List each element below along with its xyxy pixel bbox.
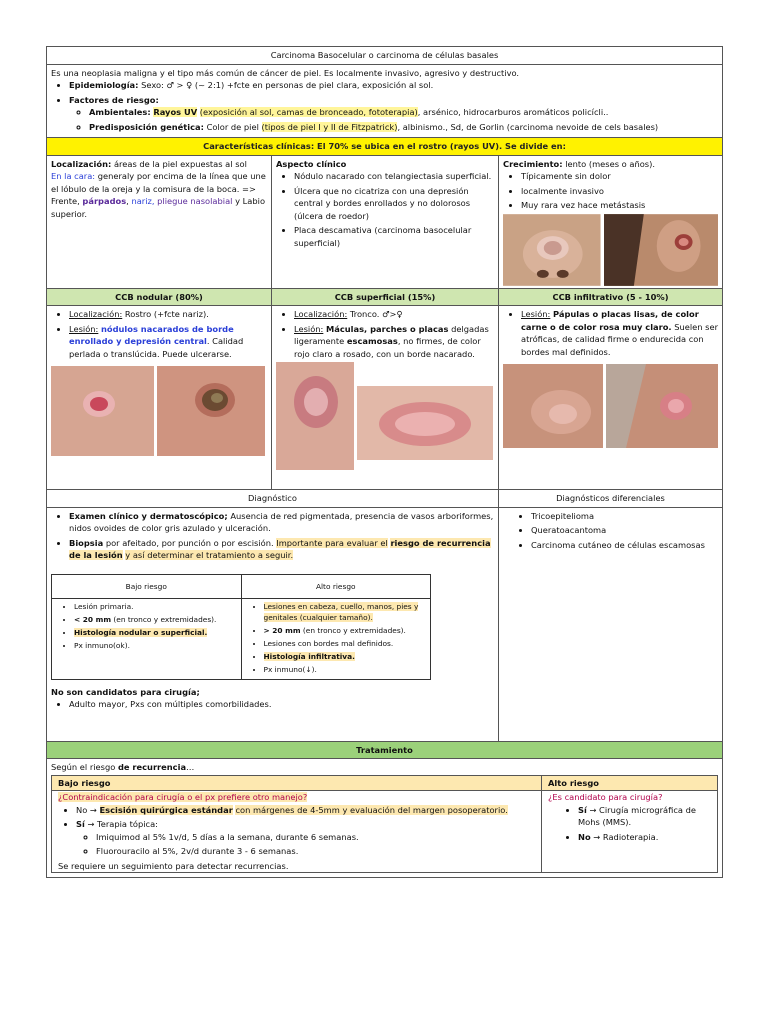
high-risk-cell	[241, 598, 431, 679]
treatment-cell	[47, 759, 723, 878]
clinical-exam-item: • Examen clínico y dermatoscópico; Ausencia de red pigmentada, presencia de vasos arboriformes, nidos ovoides de color gris azulado y ulceración.	[69, 510, 494, 535]
aspect-item: • Nódulo nacarado con telangiectasia superficial.	[294, 170, 494, 183]
environmental-factors: ◦ Ambientales: Rayos UV (exposición al sol, camas de bronceado, fototerapia), arsénico, hidrocarburos aromáticos policícli..	[89, 106, 718, 119]
high-risk-item: • Histología infiltrativa.	[264, 651, 427, 662]
document-page	[46, 46, 722, 878]
topical-therapy-item: ◦ Fluorouracilo al 5%, 2v/d durante 3 - 6 semanas.	[96, 845, 535, 858]
high-risk-question: ¿Es candidato para cirugía?	[548, 792, 663, 802]
no-candidates-item: • Adulto mayor, Pxs con múltiples comorbilidades.	[69, 698, 494, 711]
superficial-localization: • Localización: Tronco. ♂>♀	[294, 308, 494, 321]
superficial-header: CCB superficial (15%)	[272, 288, 499, 306]
intro-section	[47, 64, 723, 138]
high-risk-item: • Lesiones con bordes mal definidos.	[264, 638, 427, 649]
aspect-item: • Úlcera que no cicatriza con una depresión central y bordes enrollados y no dolorosos (úlcera de roedor)	[294, 185, 494, 223]
diagnosis-cell	[47, 507, 499, 741]
differential-header: Diagnósticos diferenciales	[499, 490, 723, 508]
nodular-header: CCB nodular (80%)	[47, 288, 272, 306]
high-no-option: • No → Radioterapia.	[578, 831, 711, 844]
low-risk-item: • Lesión primaria.	[74, 601, 237, 612]
growth-cell: Crecimiento: lento (meses o años). • Típicamente sin dolor • localmente invasivo • Muy rara vez hace metástasis	[499, 155, 723, 288]
high-risk-header: Alto riesgo	[241, 574, 431, 598]
high-yes-option: • Sí → Cirugía micrográfica de Mohs (MMS).	[578, 804, 711, 829]
aspect-item: • Placa descamativa (carcinoma basocelular superficial)	[294, 224, 494, 249]
low-risk-header: Bajo riesgo	[52, 574, 242, 598]
nodular-photo-2	[157, 366, 265, 456]
nodular-lesion: • Lesión: nódulos nacarados de borde enrollado y depresión central. Calidad perlada o translúcida. Puede ulcerarse.	[69, 323, 267, 361]
main-table	[46, 46, 723, 878]
risk-factors-item: • Factores de riesgo: ◦ Ambientales: Rayos UV (exposición al sol, camas de bronceado, fototerapia), arsénico, hidrocarburos aromáticos policícli.. ◦ Predisposición genética: Color de piel (tipos de piel I y II de Fitzpatrick), albinismo., Sd, de Gorlin (carcinoma nevoide de cels basales)	[69, 94, 718, 134]
treatment-intro: Según el riesgo de recurrencia…	[51, 762, 195, 772]
biopsy-item: • Biopsia por afeitado, por punción o por escisión. Importante para evaluar el riesgo de recurrencia de la lesión y así determinar el tratamiento a seguir.	[69, 537, 494, 562]
genetic-factors: ◦ Predisposición genética: Color de piel (tipos de piel I y II de Fitzpatrick), albinismo., Sd, de Gorlin (carcinoma nevoide de cels basales)	[89, 121, 718, 134]
treatment-high-header: Alto riesgo	[542, 775, 718, 791]
high-risk-item: • Lesiones en cabeza, cuello, manos, pies y genitales (cualquier tamaño).	[264, 601, 427, 623]
superficial-photo-2	[357, 386, 493, 460]
nose-lesion-photo	[503, 214, 601, 286]
superficial-lesion: • Lesión: Máculas, parches o placas delgadas ligeramente escamosas, no firmes, de color rojo claro a rosado, con un borde nacarado.	[294, 323, 494, 361]
low-no-option: • No → Escisión quirúrgica estándar con márgenes de 4-5mm y evaluación del margen posoperatorio.	[76, 804, 535, 817]
growth-item: • Muy rara vez hace metástasis	[521, 199, 718, 212]
nodular-photo-1	[51, 366, 154, 456]
topical-therapy-item: ◦ Imiquimod al 5% 1v/d, 5 días a la semana, durante 6 semanas.	[96, 831, 535, 844]
document-title: Carcinoma Basocelular o carcinoma de células basales	[47, 47, 723, 65]
treatment-low-header: Bajo riesgo	[52, 775, 542, 791]
low-risk-item: • < 20 mm (en tronco y extremidades).	[74, 614, 237, 625]
low-risk-question: ¿Contraindicación para cirugía o el px prefiere otro manejo?	[58, 792, 308, 802]
treatment-header: Tratamiento	[47, 741, 723, 759]
treatment-table	[51, 775, 718, 874]
infiltrative-header: CCB infiltrativo (5 - 10%)	[499, 288, 723, 306]
treatment-low-cell	[52, 791, 542, 873]
differential-cell	[499, 507, 723, 741]
intro-text: Es una neoplasia maligna y el tipo más común de cáncer de piel. Es localmente invasivo, agresivo y destructivo.	[51, 67, 520, 78]
risk-table	[51, 574, 431, 680]
ear-lesion-photo	[604, 214, 718, 286]
low-risk-item: • Px inmuno(ok).	[74, 640, 237, 651]
growth-item: • Típicamente sin dolor	[521, 170, 718, 183]
growth-item: • localmente invasivo	[521, 185, 718, 198]
localization-cell: Localización: áreas de la piel expuestas al sol En la cara: generaly por encima de la línea que une el lóbulo de la oreja y la comisura de la boca. => Frente, párpados, nariz, pliegue nasolabial y Labio superior.	[47, 155, 272, 288]
superficial-photo-1	[276, 362, 354, 470]
clinical-aspect-cell: Aspecto clínico • Nódulo nacarado con telangiectasia superficial. • Úlcera que no cicatriza con una depresión central y bordes enrollados y no dolorosos (úlcera de roedor) • Placa descamativa (carcinoma basocelular superficial)	[272, 155, 499, 288]
low-yes-option: • Sí → Terapia tópica: ◦ Imiquimod al 5% 1v/d, 5 días a la semana, durante 6 semanas. ◦ Fluorouracilo al 5%, 2v/d durante 3 - 6 semanas.	[76, 818, 535, 858]
nodular-localization: • Localización: Rostro (+fcte nariz).	[69, 308, 267, 321]
high-risk-item: • Px inmuno(↓).	[264, 664, 427, 675]
differential-item: • Tricoepitelioma	[531, 510, 718, 523]
differential-item: • Carcinoma cutáneo de células escamosas	[531, 539, 718, 552]
clinical-features-header: Características clínicas: El 70% se ubica en el rostro (rayos UV). Se divide en:	[47, 138, 723, 156]
follow-up-note: Se requiere un seguimiento para detectar recurrencias.	[58, 860, 289, 871]
infiltrative-lesion: • Lesión: Pápulas o placas lisas, de color carne o de color rosa muy claro. Suelen ser atróficas, de calidad firme o endurecida con bordes mal definidos.	[521, 308, 718, 358]
superficial-cell	[272, 306, 499, 490]
diagnosis-header: Diagnóstico	[47, 490, 499, 508]
infiltrative-photo-2	[606, 364, 718, 448]
no-candidates-label: No son candidatos para cirugía;	[51, 686, 200, 697]
high-risk-item: • > 20 mm (en tronco y extremidades).	[264, 625, 427, 636]
nodular-cell	[47, 306, 272, 490]
infiltrative-cell	[499, 306, 723, 490]
treatment-high-cell	[542, 791, 718, 873]
low-risk-item: • Histología nodular o superficial.	[74, 627, 237, 638]
epidemiology-item: • Epidemiología: Sexo: ♂ > ♀ (~ 2:1) +fcte en personas de piel clara, exposición al sol.	[69, 79, 718, 92]
low-risk-cell	[52, 598, 242, 679]
infiltrative-photo-1	[503, 364, 603, 448]
differential-item: • Queratoacantoma	[531, 524, 718, 537]
